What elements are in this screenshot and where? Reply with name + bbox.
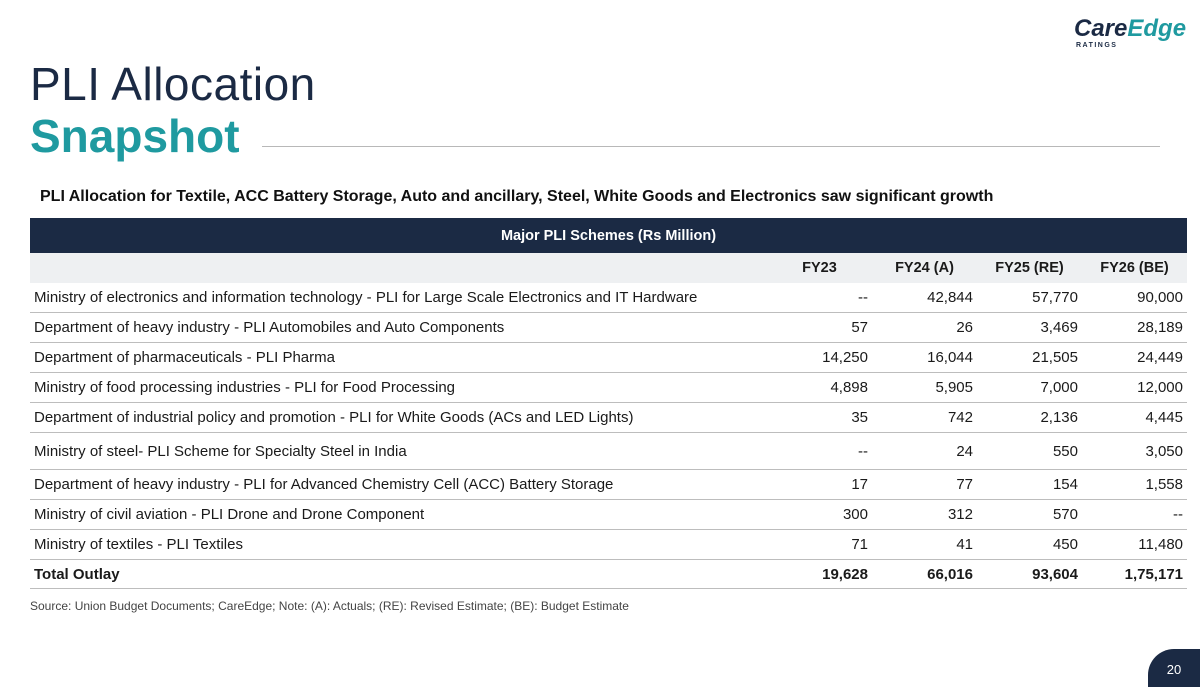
- scheme-name: Department of heavy industry - PLI Automobiles and Auto Components: [30, 313, 767, 343]
- value-fy24: 16,044: [872, 343, 977, 373]
- scheme-name: Ministry of electronics and information technology - PLI for Large Scale Electronics and IT Hardware: [30, 283, 767, 313]
- slide-subtitle: PLI Allocation for Textile, ACC Battery Storage, Auto and ancillary, Steel, White Goods and Electronics saw significant growth: [40, 188, 994, 205]
- value-fy25: 2,136: [977, 403, 1082, 433]
- logo-wordmark: [1074, 16, 1192, 42]
- value-fy26: --: [1082, 500, 1187, 530]
- scheme-name: Ministry of textiles - PLI Textiles: [30, 530, 767, 560]
- total-fy23: 19,628: [767, 560, 872, 589]
- total-fy24: 66,016: [872, 560, 977, 589]
- value-fy26: 24,449: [1082, 343, 1187, 373]
- table-row: [30, 403, 1187, 433]
- value-fy25: 3,469: [977, 313, 1082, 343]
- value-fy24: 312: [872, 500, 977, 530]
- value-fy26: 1,558: [1082, 470, 1187, 500]
- value-fy25: 57,770: [977, 283, 1082, 313]
- table-row: [30, 433, 1187, 470]
- value-fy23: 57: [767, 313, 872, 343]
- table-row: [30, 530, 1187, 560]
- value-fy25: 450: [977, 530, 1082, 560]
- value-fy24: 42,844: [872, 283, 977, 313]
- value-fy25: 21,505: [977, 343, 1082, 373]
- column-header-blank: [30, 253, 767, 283]
- value-fy23: --: [767, 433, 872, 470]
- page-title-line2: Snapshot: [30, 110, 240, 162]
- column-header-fy24: FY24 (A): [872, 253, 977, 283]
- value-fy23: 4,898: [767, 373, 872, 403]
- page-title-line1: PLI Allocation: [30, 58, 316, 110]
- careedge-logo: [1074, 16, 1192, 52]
- table-row: [30, 373, 1187, 403]
- value-fy24: 77: [872, 470, 977, 500]
- value-fy24: 26: [872, 313, 977, 343]
- value-fy25: 154: [977, 470, 1082, 500]
- value-fy23: 35: [767, 403, 872, 433]
- title-divider: [262, 146, 1160, 147]
- scheme-name: Department of industrial policy and promotion - PLI for White Goods (ACs and LED Lights): [30, 403, 767, 433]
- table-row: [30, 500, 1187, 530]
- value-fy25: 570: [977, 500, 1082, 530]
- column-header-fy23: FY23: [767, 253, 872, 283]
- table-row: [30, 470, 1187, 500]
- source-note: Source: Union Budget Documents; CareEdge; Note: (A): Actuals; (RE): Revised Estimate; (BE): Budget Estimate: [30, 599, 629, 613]
- value-fy26: 90,000: [1082, 283, 1187, 313]
- value-fy26: 11,480: [1082, 530, 1187, 560]
- column-header-fy25: FY25 (RE): [977, 253, 1082, 283]
- logo-edge-text: Edge: [1127, 15, 1187, 42]
- column-header-row: [30, 253, 1187, 283]
- scheme-name: Department of heavy industry - PLI for Advanced Chemistry Cell (ACC) Battery Storage: [30, 470, 767, 500]
- value-fy23: --: [767, 283, 872, 313]
- value-fy25: 7,000: [977, 373, 1082, 403]
- table-band-title: Major PLI Schemes (Rs Million): [30, 218, 1187, 253]
- total-row: [30, 560, 1187, 589]
- table-band-row: [30, 218, 1187, 253]
- logo-subtext: RATINGS: [1076, 42, 1118, 49]
- column-header-fy26: FY26 (BE): [1082, 253, 1187, 283]
- value-fy24: 24: [872, 433, 977, 470]
- value-fy25: 550: [977, 433, 1082, 470]
- value-fy24: 742: [872, 403, 977, 433]
- table-row: [30, 343, 1187, 373]
- value-fy23: 300: [767, 500, 872, 530]
- scheme-name: Ministry of steel- PLI Scheme for Specialty Steel in India: [30, 433, 767, 470]
- value-fy24: 5,905: [872, 373, 977, 403]
- value-fy26: 4,445: [1082, 403, 1187, 433]
- table-row: [30, 283, 1187, 313]
- scheme-name: Ministry of food processing industries - PLI for Food Processing: [30, 373, 767, 403]
- total-fy26: 1,75,171: [1082, 560, 1187, 589]
- total-label: Total Outlay: [30, 560, 767, 589]
- page-number: 20: [1166, 662, 1182, 677]
- value-fy23: 14,250: [767, 343, 872, 373]
- value-fy26: 3,050: [1082, 433, 1187, 470]
- value-fy24: 41: [872, 530, 977, 560]
- table-row: [30, 313, 1187, 343]
- logo-care-text: Care: [1074, 15, 1128, 42]
- scheme-name: Ministry of civil aviation - PLI Drone and Drone Component: [30, 500, 767, 530]
- value-fy23: 71: [767, 530, 872, 560]
- scheme-name: Department of pharmaceuticals - PLI Pharma: [30, 343, 767, 373]
- value-fy23: 17: [767, 470, 872, 500]
- total-fy25: 93,604: [977, 560, 1082, 589]
- value-fy26: 28,189: [1082, 313, 1187, 343]
- pli-schemes-table: [30, 218, 1187, 589]
- page-number-badge: [1148, 649, 1200, 687]
- value-fy26: 12,000: [1082, 373, 1187, 403]
